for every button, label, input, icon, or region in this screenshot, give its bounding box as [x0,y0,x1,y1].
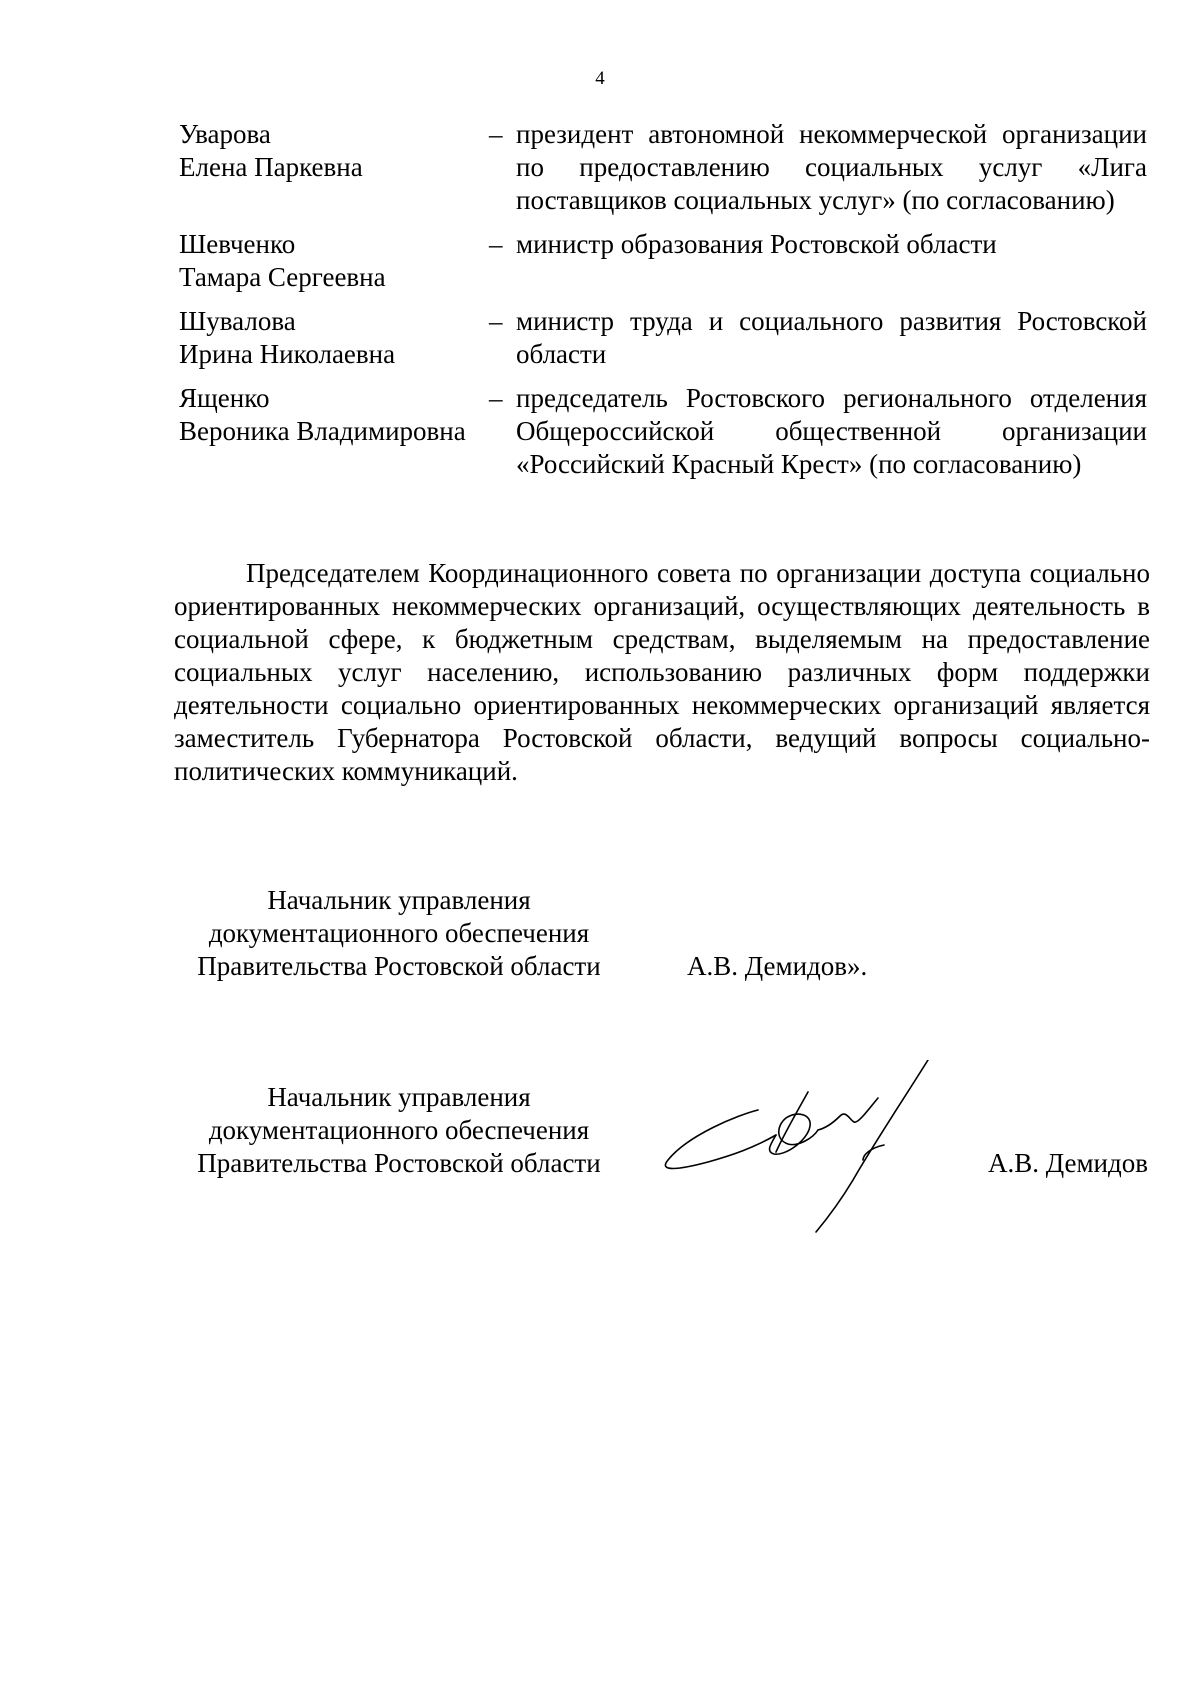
member-given-names: Ирина Николаевна [179,339,396,369]
member-dash: – [489,119,503,149]
list-item [179,118,1147,217]
signatory-title-line: документационного обеспечения [208,918,590,948]
signatory-title-line: Правительства Ростовской области [197,951,601,981]
signatory-title [174,884,624,983]
member-surname: Ященко [179,383,270,413]
member-surname: Уварова [179,119,271,149]
member-role: министр труда и социального развития Ростовской области [516,306,1147,369]
page-number: 4 [595,68,605,89]
member-given-names: Вероника Владимировна [179,416,466,446]
signatory-title-line: документационного обеспечения [208,1115,590,1145]
signatory-title-line: Правительства Ростовской области [197,1148,601,1178]
member-role: президент автономной некоммерческой организации по предоставлению социальных услуг «Лига поставщиков социальных услуг» (по согласованию) [516,119,1147,215]
member-dash: – [489,229,503,259]
member-name [179,305,489,371]
council-members-list [179,118,1147,492]
list-item [179,305,1147,371]
member-name [179,382,489,481]
signatory-title [174,1081,624,1180]
member-dash: – [489,383,503,413]
signatory-title-line: Начальник управления [267,885,531,915]
member-surname: Шувалова [179,306,296,336]
list-item [179,382,1147,481]
member-surname: Шевченко [179,229,296,259]
signatory-name: А.В. Демидов». [687,951,868,981]
list-item [179,228,1147,294]
chairman-paragraph: Председателем Координационного совета по организации доступа социально ориентированных некоммерческих организаций, осуществляющих деятельность в социальной сфере, к бюджетным средствам, выделяемым на предоставление социальных услуг населению, использованию различных форм поддержки деятельности социально ориентированных некоммерческих организаций является заместитель Губернатора Ростовской области, ведущий вопросы социально-политических коммуникаций. [174,558,1150,786]
member-dash: – [489,306,503,336]
member-given-names: Тамара Сергеевна [179,262,386,292]
handwritten-signature [658,1060,948,1240]
signatory-name: А.В. Демидов [987,1148,1148,1178]
member-name [179,118,489,217]
member-given-names: Елена Паркевна [179,152,363,182]
member-role: министр образования Ростовской области [516,229,997,259]
signatory-title-line: Начальник управления [267,1082,531,1112]
member-name [179,228,489,294]
member-role: председатель Ростовского регионального отделения Общероссийской общественной организации «Российский Красный Крест» (по согласованию) [516,383,1147,479]
